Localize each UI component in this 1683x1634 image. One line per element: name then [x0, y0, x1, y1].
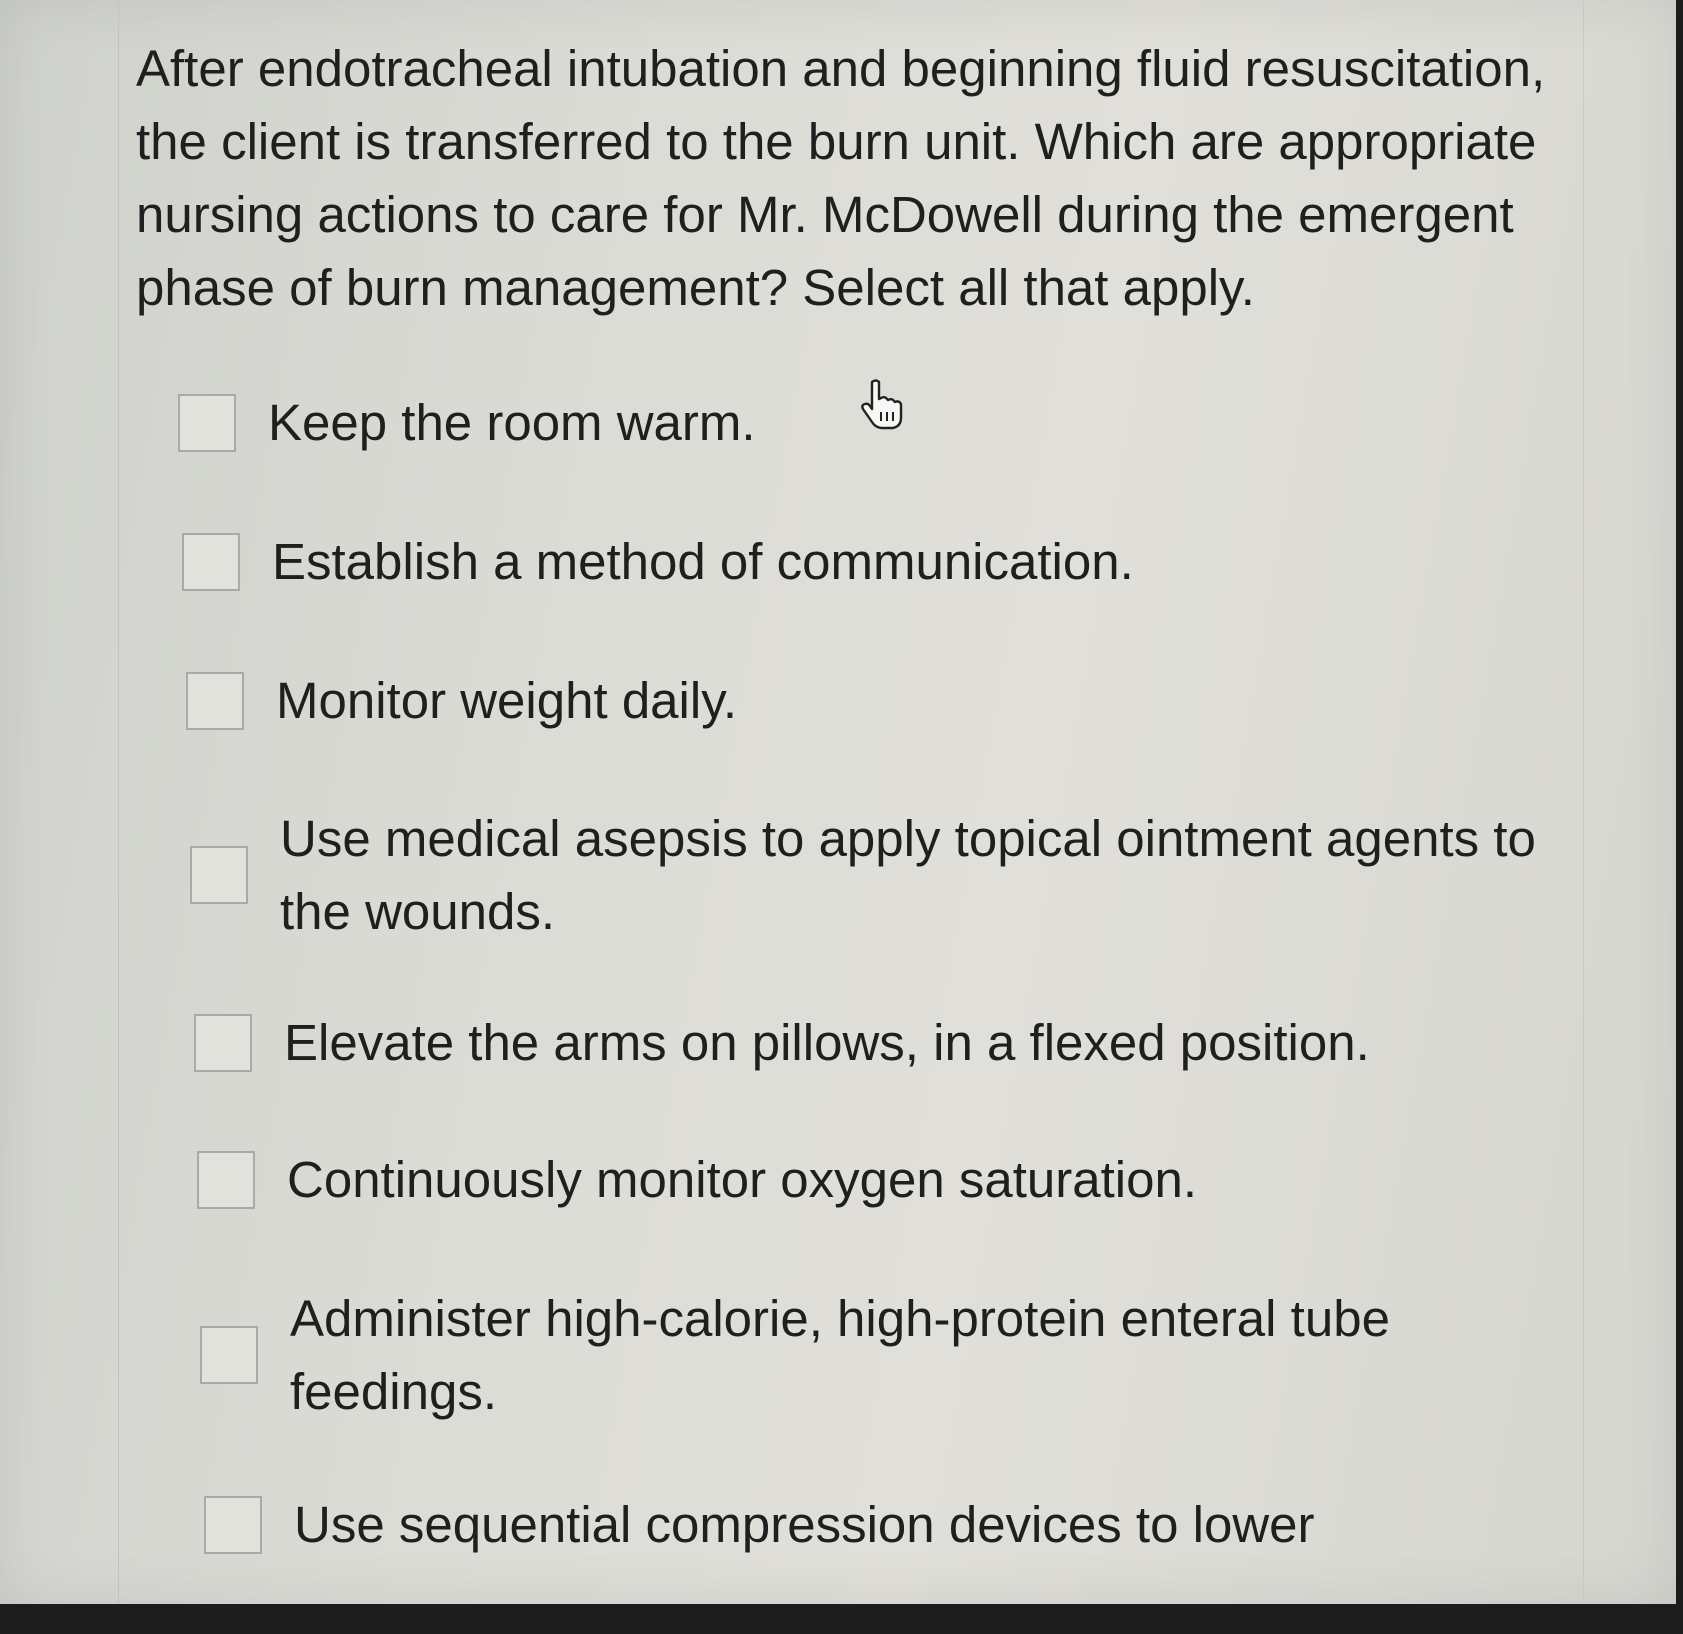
option-label: Monitor weight daily.	[276, 672, 738, 729]
option-monitor-oxygen[interactable]	[197, 1143, 1197, 1216]
checkbox[interactable]	[182, 533, 240, 591]
option-keep-room-warm[interactable]	[178, 386, 756, 459]
option-monitor-weight[interactable]	[186, 664, 737, 737]
option-enteral-feedings[interactable]	[200, 1282, 1550, 1428]
screen-bezel	[0, 1604, 1683, 1634]
checkbox[interactable]	[200, 1326, 258, 1384]
option-compression-devices[interactable]	[204, 1488, 1315, 1561]
option-label: Elevate the arms on pillows, in a flexed position.	[284, 1014, 1370, 1071]
checkbox[interactable]	[178, 394, 236, 452]
option-label: Establish a method of communication.	[272, 533, 1134, 590]
option-label: Administer high-calorie, high-protein enteral tube feedings.	[290, 1290, 1390, 1420]
option-medical-asepsis[interactable]	[190, 802, 1540, 948]
option-elevate-arms[interactable]	[194, 1006, 1370, 1079]
option-label: Use medical asepsis to apply topical ointment agents to the wounds.	[280, 810, 1536, 940]
checkbox[interactable]	[186, 672, 244, 730]
option-label: Continuously monitor oxygen saturation.	[287, 1151, 1198, 1208]
checkbox[interactable]	[190, 846, 248, 904]
checkbox[interactable]	[194, 1014, 252, 1072]
hand-pointer-icon	[858, 378, 908, 430]
checkbox[interactable]	[204, 1496, 262, 1554]
option-establish-communication[interactable]	[182, 525, 1134, 598]
option-label: Keep the room warm.	[268, 394, 756, 451]
question-text: After endotracheal intubation and beginning fluid resuscitation, the client is transferred to the burn unit. Which are appropriate nursing actions to care for Mr. McDowell during the emergent phase of burn management? Select all that apply.	[136, 40, 1546, 316]
option-label: Use sequential compression devices to lower	[294, 1496, 1315, 1553]
checkbox[interactable]	[197, 1151, 255, 1209]
